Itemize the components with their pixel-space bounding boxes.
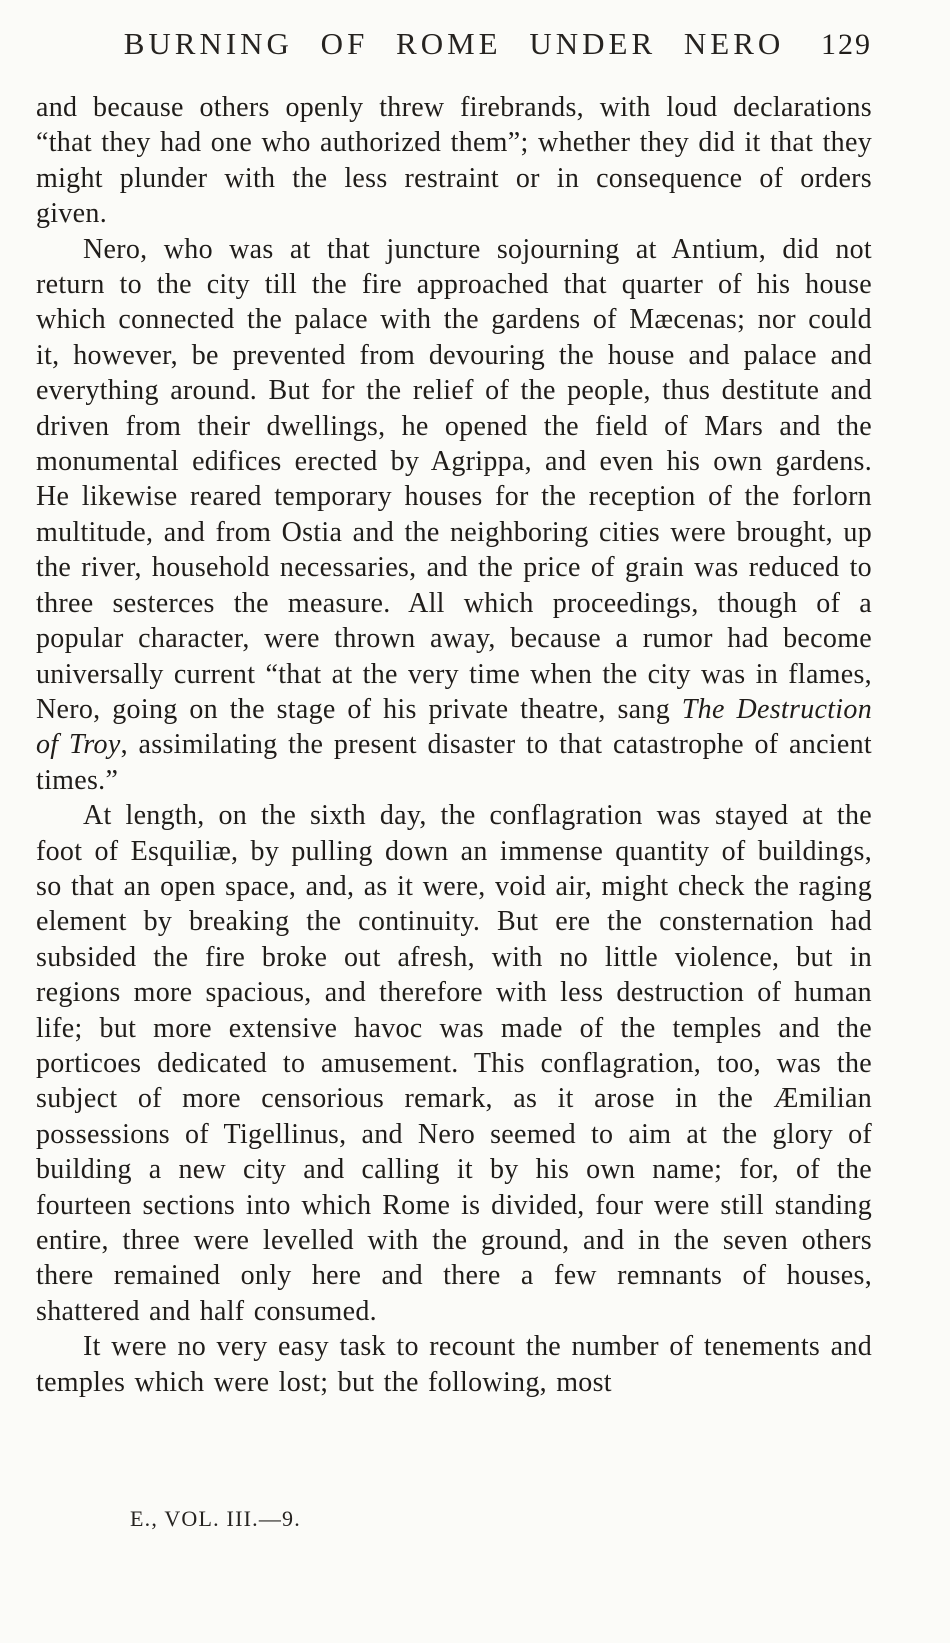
paragraph [36,232,872,799]
paragraph [36,1329,872,1400]
page-number: 129 [821,28,872,61]
paragraph [36,90,872,232]
text-run: , assimilating the present disaster to that catastrophe of ancient times.” [36,729,872,796]
running-title: BURNING OF ROME UNDER NERO [123,26,785,61]
text-run: Nero, who was at that juncture sojourning at Antium, did not return to the city till the fire approached that quarter of his house which connected the palace with the gardens of Mæcenas; nor could it, however, be prevented from devouring the house and palace and everything around. But for the relief of the people, thus destitute and driven from their dwellings, he opened the field of Mars and the monumental edifices erected by Agrippa, and even his own gardens. He likewise reared temporary houses for the reception of the forlorn multitude, and from Ostia and the neighboring cities were brought, up the river, household necessaries, and the price of grain was reduced to three sesterces the measure. All which proceedings, though of a popular character, were thrown away, because a rumor had become universally current “that at the very time when the city was in flames, Nero, going on the stage of his private theatre, sang [36,233,872,725]
text-run: It were no very easy task to recount the number of tenements and temples which were lost; but the following, most [36,1331,872,1398]
italic-text: The Destruction of Troy [36,693,872,761]
volume-signature: E., VOL. III.—9. [130,1506,301,1531]
text-run: and because others openly threw firebrands, with loud declarations “that they had one who authorized them”; whether they did it that they might plunder with the less restraint or in consequence of orders given. [36,92,872,230]
page-header [36,26,872,68]
text-run: At length, on the sixth day, the conflagration was stayed at the foot of Esquiliæ, by pulling down an immense quantity of buildings, so that an open space, and, as it were, void air, might check the raging element by breaking the continuity. But ere the consternation had subsided the fire broke out afresh, with no little violence, but in regions more spacious, and therefore with less destruction of human life; but more extensive havoc was made of the temples and the porticoes dedicated to amusement. This conflagration, too, was the subject of more censorious remark, as it arose in the Æmilian possessions of Tigellinus, and Nero seemed to aim at the glory of building a new city and calling it by his own name; for, of the fourteen sections into which Rome is divided, four were still standing entire, three were levelled with the ground, and in the seven others there remained only here and there a few remnants of houses, shattered and half consumed. [36,800,872,1327]
page-footer [130,1506,301,1532]
paragraph [36,798,872,1329]
page-body [36,90,872,1400]
